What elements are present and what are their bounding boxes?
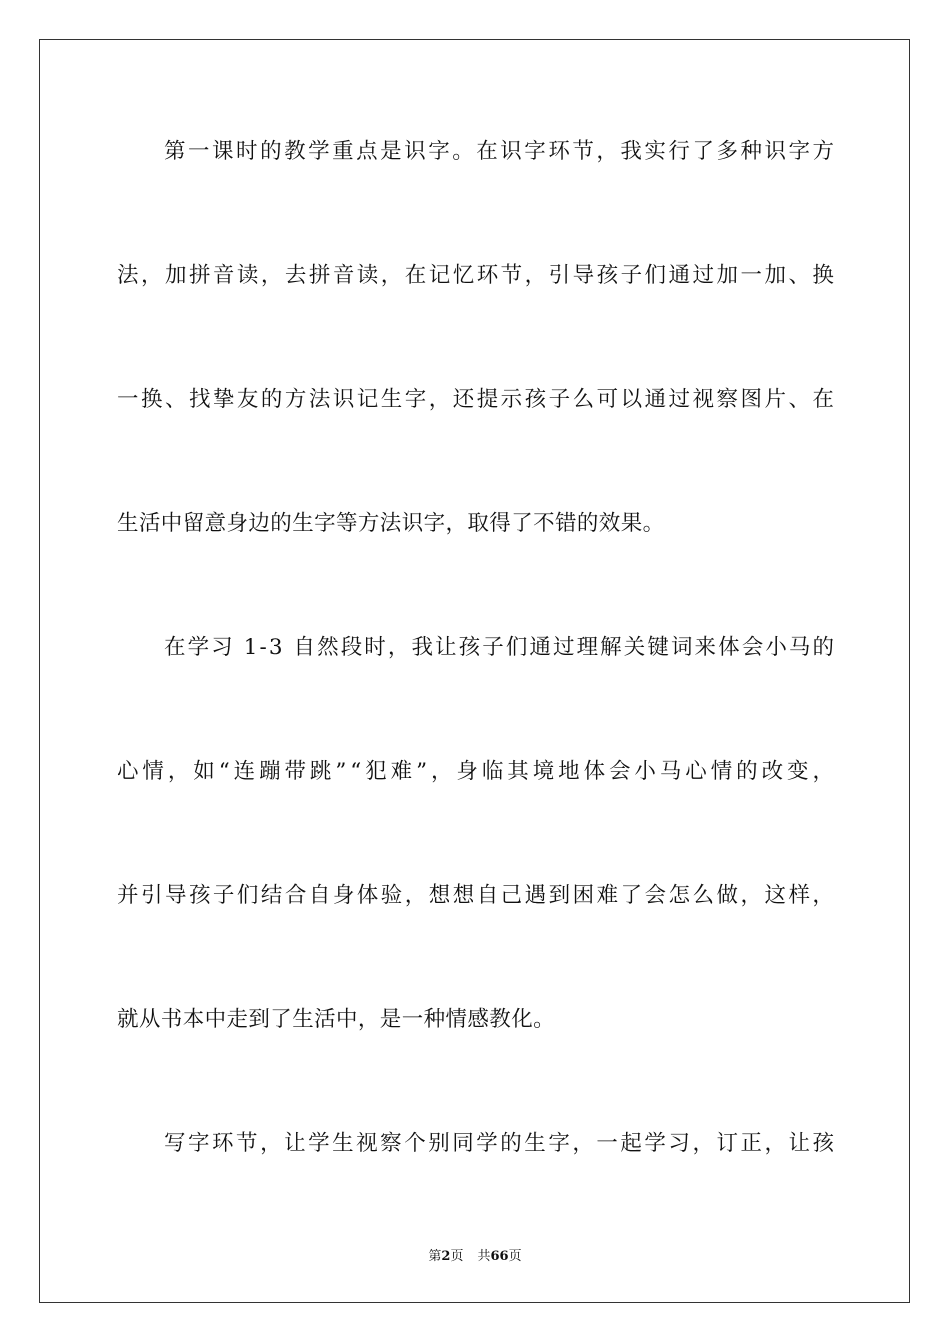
text-line-8: 就从书本中走到了生活中，是一种情感教化。 [117, 1007, 556, 1032]
footer-page-suffix: 页 [450, 1249, 464, 1264]
text-line-1: 第一课时的教学重点是识字。在识字环节，我实行了多种识字方 [164, 139, 837, 164]
footer-page-number: 2 [441, 1249, 451, 1264]
page-frame [39, 39, 910, 1303]
footer-page-prefix: 第 [428, 1249, 442, 1264]
footer-total-prefix: 共 [477, 1249, 491, 1264]
text-line-5: 在学习 1-3 自然段时，我让孩子们通过理解关键词来体会小马的 [164, 635, 837, 660]
text-line-3: 一换、找挚友的方法识记生字，还提示孩子么可以通过视察图片、在 [117, 387, 837, 412]
text-line-4: 生活中留意身边的生字等方法识字，取得了不错的效果。 [117, 511, 665, 536]
text-line-7: 并引导孩子们结合自身体验，想想自己遇到困难了会怎么做，这样， [117, 883, 837, 908]
page-footer [0, 1248, 950, 1266]
text-line-2: 法，加拼音读，去拼音读，在记忆环节，引导孩子们通过加一加、换 [117, 263, 837, 288]
footer-total-pages: 66 [490, 1249, 509, 1264]
footer-total-suffix: 页 [508, 1249, 522, 1264]
text-line-9: 写字环节，让学生视察个别同学的生字，一起学习，订正，让孩 [164, 1131, 837, 1156]
text-line-6: 心情，如“连蹦带跳”“犯难”，身临其境地体会小马心情的改变， [117, 759, 838, 784]
